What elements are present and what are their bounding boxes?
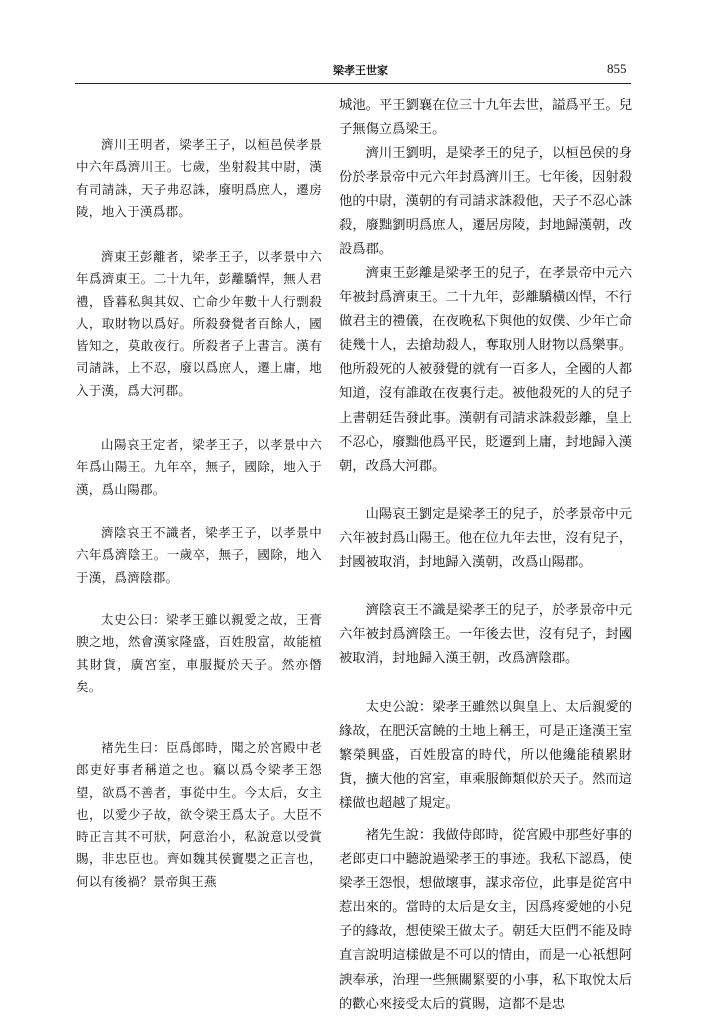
paragraph-shanyang-translation: 山陽哀王劉定是梁孝王的兒子，於孝景帝中元六年被封爲山陽王。他在位九年去世，沒有兒子，封國被取消，封地歸入漢朝，改爲山陽郡。	[339, 507, 632, 571]
paragraph-chuxiansheng-classical: 褚先生曰：臣爲郎時，聞之於宮殿中老郎吏好事者稱道之也。竊以爲令梁孝王怨望，欲爲不善者，事從中生。今太后，女主也，以愛少子故，欲令梁王爲太子。大臣不時正言其不可狀，阿意治小，私說意以受賞賜，非忠臣也。齊如魏其侯竇嬰之正言也，何以有後禍？景帝與王燕	[76, 740, 322, 889]
paragraph-chuxiansheng-translation: 褚先生說：我做侍郎時，從宮殿中那些好事的老郎吏口中聽說過梁孝王的事迹。我私下認爲，使梁孝王怨恨，想做壞事，謀求帝位，此事是從宮中惹出來的。當時的太后是女主，因爲疼愛她的小兒子的緣故，想使梁王做太子。朝廷大臣們不能及時直言說明這樣做是不可以的情由，而是一心祇想阿諛奉承，治理一些無關緊要的小事，私下取悅太后的歡心來接受太后的賞賜，這都不是忠	[339, 828, 632, 1012]
paragraph-jidong-translation: 濟東王彭離是梁孝王的兒子，在孝景帝中元六年被封爲濟東王。二十九年，彭離驕橫凶悍，不行做君主的禮儀，在夜晚私下與他的奴僕、少年亡命徒幾十人，去搶劫殺人，奪取別人財物以爲樂事。他所殺死的人被發覺的就有一百多人，全國的人都知道，沒有誰敢在夜裏行走。被他殺死的人的兒子上書朝廷告發此事。漢朝有司請求誅殺彭離，皇上不忍心，廢黜他爲平民，貶遷到上庸，封地歸入漢朝，改爲大河郡。	[339, 266, 632, 474]
paragraph-jidong-classical: 濟東王彭離者，梁孝王子，以孝景中六年爲濟東王。二十九年，彭離驕悍，無人君禮，昏暮私與其奴、亡命少年數十人行剽殺人，取財物以爲好。所殺發覺者百餘人，國皆知之，莫敢夜行。所殺者子上書言。漢有司請誅，上不忍，廢以爲庶人，遷上庸，地入于漢，爲大河郡。	[76, 249, 322, 398]
header-rule	[75, 83, 631, 84]
paragraph-jiyin-classical: 濟陰哀王不識者，梁孝王子，以孝景中六年爲濟陰王。一歲卒，無子，國除，地入于漢，爲濟陰郡。	[76, 525, 322, 585]
page-header	[0, 62, 716, 80]
chapter-title: 梁孝王世家	[333, 64, 388, 77]
paragraph-jichuan-classical: 濟川王明者，梁孝王子，以桓邑侯孝景中六年爲濟川王。七歲，坐射殺其中尉，漢有司請誅，天子弗忍誅，廢明爲庶人，遷房陵，地入于漢爲郡。	[76, 137, 322, 219]
paragraph-taishigong-classical: 太史公曰：梁孝王雖以親愛之故，王膏腴之地，然會漢家隆盛，百姓殷富，故能植其財貨，廣宮室，車服擬於天子。然亦僭矣。	[76, 612, 322, 694]
paragraph-jiyin-translation: 濟陰哀王不識是梁孝王的兒子，於孝景帝中元六年被封爲濟陰王。一年後去世，沒有兒子，封國被取消，封地歸入漢王朝，改爲濟陰郡。	[339, 603, 632, 667]
page-number: 855	[607, 61, 627, 76]
paragraph-jichuan-translation: 濟川王劉明，是梁孝王的兒子，以桓邑侯的身份於孝景帝中元六年封爲濟川王。七年後，因射殺他的中尉，漢朝的有司請求誅殺他，天子不忍心誅殺，廢黜劉明爲庶人，遷居房陵，封地歸漢朝，改設爲郡。	[339, 146, 632, 258]
paragraph-continuation-translation: 城池。平王劉襄在位三十九年去世，謚爲平王。兒子無傷立爲梁王。	[339, 98, 632, 138]
paragraph-taishigong-translation: 太史公說：梁孝王雖然以與皇上、太后親愛的緣故，在肥沃富饒的土地上稱王，可是正逢漢王室繁榮興盛，百姓殷富的時代，所以他纔能積累財貨，擴大他的宮室，車乘服飾類似於天子。然而這樣做也超越了規定。	[339, 700, 632, 812]
paragraph-shanyang-classical: 山陽哀王定者，梁孝王子，以孝景中六年爲山陽王。九年卒，無子，國除，地入于漢，爲山陽郡。	[76, 437, 322, 497]
